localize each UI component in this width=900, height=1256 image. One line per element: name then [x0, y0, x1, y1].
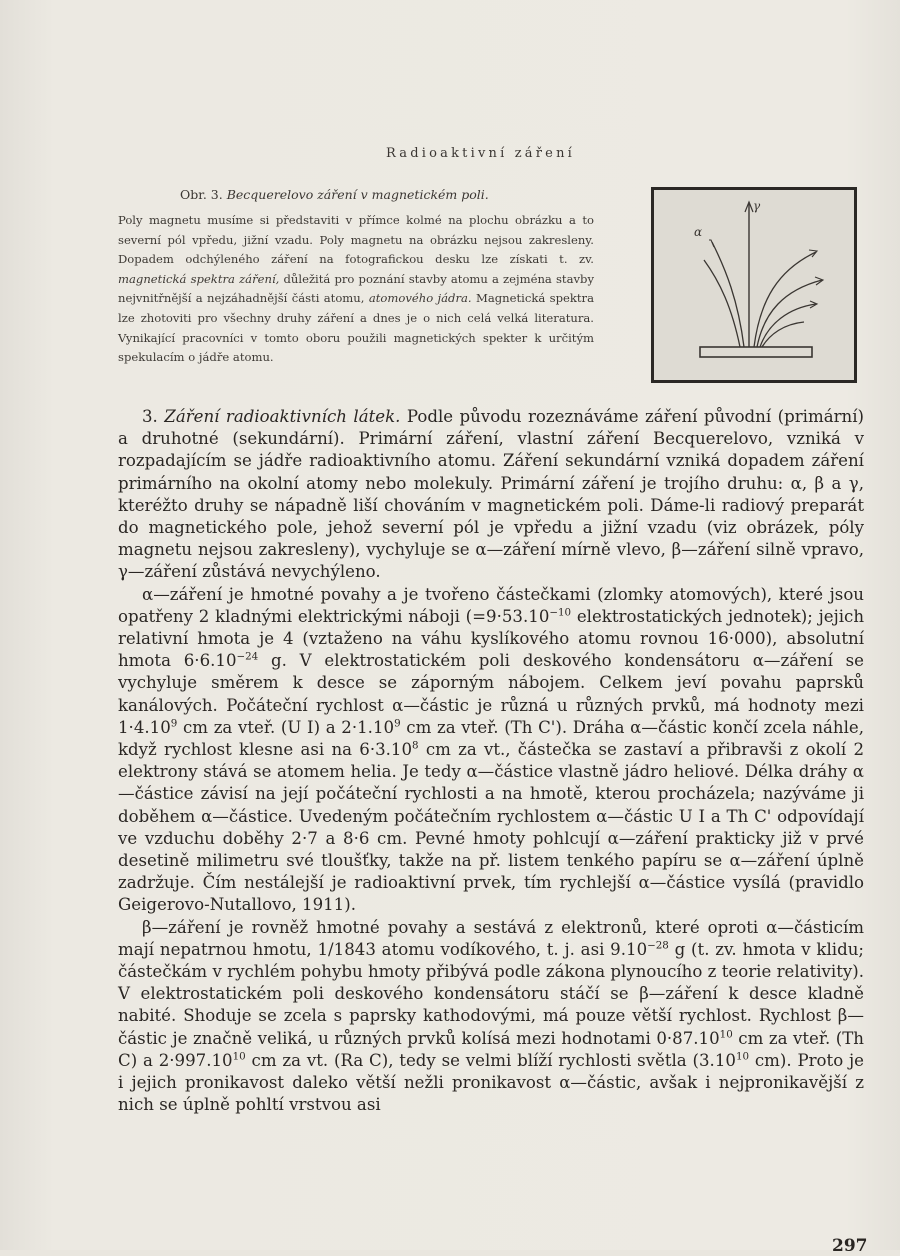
paragraph-3: [118, 917, 864, 1117]
sample-dish: [700, 347, 812, 357]
radiation-deflection-diagram: [654, 190, 854, 380]
running-head: Radioaktivní záření: [386, 146, 575, 161]
alpha-label: α: [694, 225, 703, 239]
caption-text-part: Poly magnetu musíme si představiti v přímce kolmé na plochu obrázku a to severní pól vpředu, jižní vzadu. Poly magnetu na obrázku nejsou zakresleny. Dopadem odchýleného záření na fotografickou desku lze získati t. zv.: [118, 213, 594, 267]
section-title: Záření radioaktivních látek.: [164, 407, 401, 426]
magnetic-field-figure: [651, 187, 857, 383]
exponent: 10: [719, 1028, 733, 1041]
figure-caption-title: [180, 187, 489, 202]
exponent: −24: [236, 650, 259, 663]
exponent: 10: [735, 1050, 750, 1063]
caption-emphasis: magnetická spektra záření,: [118, 271, 280, 286]
paragraph-text: g. V elektrostatickém poli deskového kondensátoru α—záření se vychyluje směrem k desce se záporným nábojem. Celkem jeví povahu paprsků kanálových. Počáteční rychlost α—částic je různá u různých prvků, má hodnoty mezi 1·4.10: [118, 651, 865, 737]
exponent: −10: [549, 606, 572, 619]
page-number: 297: [832, 1236, 868, 1256]
figure-title: Becquerelovo záření v magnetickém poli.: [226, 187, 489, 202]
caption-emphasis: atomového jádra.: [368, 291, 472, 306]
paragraph-2: [118, 584, 864, 917]
paragraph-text: elektrostatických jednotek); jejich relativní hmota je 4 (vztaženo na váhu kyslíkového atomu rovnou 16·000), absolutní hmota 6·6.10: [118, 606, 865, 671]
paragraph-text: cm za vteř. (U I) a 2·1.10: [177, 717, 395, 737]
paragraph-text: cm za vteř. (Th C) a 2·997.10: [118, 1028, 864, 1070]
exponent: 9: [170, 717, 178, 730]
main-text: [118, 406, 864, 1117]
paragraph-text: Podle původu rozeznáváme záření původní (primární) a druhotné (sekundární). Primární záření, vlastní záření Becquerelovo, vzniká v rozpadajícím se jádře radioaktivního atomu. Záření sekundární vzniká dopadem záření primárního na okolní atomy nebo molekuly. Primární záření je trojího druhu: α, β a γ, kteréžto druhy se nápadně liší chováním v magnetickém poli. Dáme-li radiový preparát do magnetického pole, jehož severní pól je vpředu a jižní vzadu (viz obrázek, póly magnetu nejsou zakresleny), vychyluje se α—záření mírně vlevo, β—záření silně vpravo, γ—záření zůstává nevychýleno.: [118, 407, 864, 582]
paragraph-text: cm za vt. (Ra C), tedy se velmi blíží rychlosti světla (3.10: [245, 1050, 736, 1070]
exponent: 10: [232, 1050, 246, 1063]
paragraph-text: g (t. zv. hmota v klidu; částečkám v rychlém pohybu hmoty přibývá podle zákona plynoucího z teorie relativity). V elektrostatickém poli deskového kondensátoru stáčí se β—záření k desce kladně nabité. Shoduje se zcela s paprsky kathodovými, má pouze větší rychlost. Rychlost β—částic je značně veliká, u různých prvků kolísá mezi hodnotami 0·87.10: [118, 939, 864, 1048]
figure-label: Obr. 3.: [180, 187, 223, 202]
exponent: −28: [647, 939, 669, 952]
caption-paragraph: [118, 211, 594, 368]
exponent: 9: [394, 717, 401, 730]
paragraph-text: α—záření je hmotné povahy a je tvořeno částečkami (zlomky atomových), které jsou opatřeny 2 kladnými elektrickými náboji (=9·53.10: [118, 584, 864, 626]
section-number: 3.: [142, 407, 158, 426]
alpha-ray-path: [712, 242, 744, 347]
figure-caption-text: [118, 211, 594, 368]
alpha-ray-path: [704, 260, 740, 347]
paragraph-text: cm). Proto je i jejich pronikavost daleko větší nežli pronikavost α—částic, avšak i nejpronikavější z nich se úplně pohltí vrstvou asi: [118, 1050, 864, 1115]
caption-text-part: důležitá pro poznání stavby atomu a zejména stavby nejvnitřnější a nejzáhadnější části atomu,: [118, 271, 594, 306]
exponent: 8: [412, 739, 419, 752]
beta-ray-path: [762, 322, 804, 347]
paragraph-text: cm za vteř. (Th C'). Dráha α—částic končí zcela náhle, když rychlost klesne asi na 6·3.10: [118, 717, 864, 760]
paragraph-1: [118, 406, 864, 584]
paragraph-text: β—záření je rovněž hmotné povahy a sestává z elektronů, které oproti α—částicím mají nepatrnou hmotu, 1/1843 atomu vodíkového, t. j. asi 9.10: [118, 917, 864, 959]
beta-ray-path: [757, 280, 822, 347]
beta-ray-path: [754, 252, 816, 347]
caption-text-part: Magnetická spektra lze zhotoviti pro všechny druhy záření a dnes je o nich celá velká literatura. Vynikající pracovníci v tomto oboru použili magnetických spekter k určitým spekulacím o jádře atomu.: [118, 291, 594, 365]
gamma-label: γ: [753, 199, 761, 213]
paragraph-text: cm za vt., částečka se zastaví a přibravši z okolí 2 elektrony stává se atomem helia. Je tedy α—částice vlastně jádro heliové. Délka dráhy α—částice závisí na její počáteční rychlosti a na hmotě, kterou procházela; nazýváme ji doběhem α—částice. Uvedeným počátečním rychlostem α—částic U I a Th C' odpovídají ve vzduchu doběhy 2·7 a 8·6 cm. Pevné hmoty pohlcují α—záření prakticky již v prvé desetině milimetru své tloušťky, takže na př. listem tenkého papíru se α—záření úplně zadržuje. Čím nestálejší je radioaktivní prvek, tím rychlejší α—částice vysílá (pravidlo Geigerovo-Nutallovo, 1911).: [118, 740, 864, 915]
